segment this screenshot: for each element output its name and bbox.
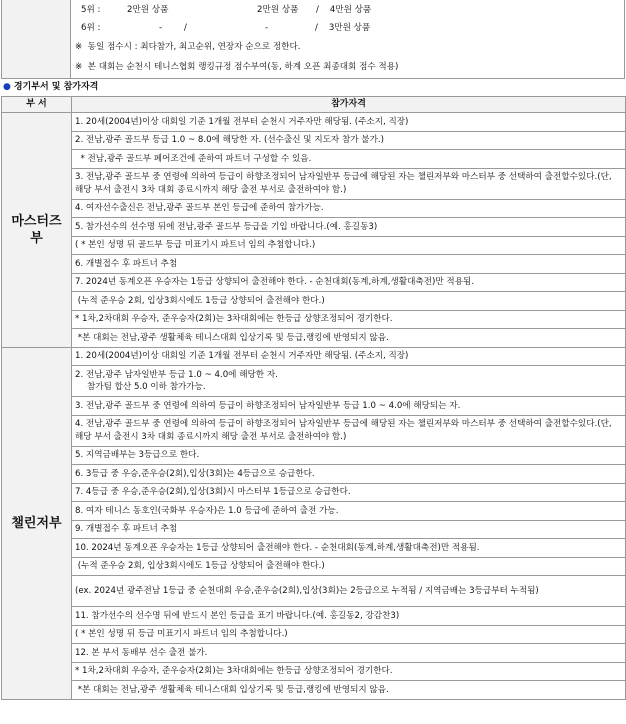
eligibility-item [72, 483, 626, 502]
note-line: ※ 동일 점수시 : 최다참가, 최고순위, 연장자 순으로 정한다. [75, 42, 301, 52]
eligibility-text: * 전남,광주 골드부 페어조건에 준하여 파트너 구성할 수 있음. [75, 153, 312, 164]
eligibility-item [72, 502, 626, 521]
table-row [2, 347, 626, 366]
prize-row [81, 1, 372, 19]
eligibility-item [72, 113, 626, 132]
table-row [2, 366, 626, 397]
eligibility-text: 6. 개별접수 후 파트너 추첨 [75, 258, 178, 269]
header-department: 부 서 [2, 97, 72, 113]
eligibility-text: *본 대회는 전남,광주 생활체육 테니스대회 입상기록 및 등급,랭킹에 반영되지 않음. [75, 684, 389, 695]
document [1, 0, 625, 700]
eligibility-text: ( * 본인 성명 뒤 골드부 등급 미표기시 파트너 임의 추첨합니다.) [75, 240, 316, 250]
eligibility-item [72, 607, 626, 626]
eligibility-item [72, 681, 626, 700]
eligibility-item [72, 465, 626, 484]
table-row [2, 662, 626, 681]
eligibility-item [72, 644, 626, 663]
table-row [2, 502, 626, 521]
table-row [2, 607, 626, 626]
eligibility-item [72, 218, 626, 237]
eligibility-text: 12. 본 부서 동배부 선수 출전 불가. [75, 647, 208, 658]
table-row [2, 255, 626, 274]
prize-summary-box [1, 0, 625, 79]
table-row [2, 520, 626, 539]
eligibility-item [72, 446, 626, 465]
eligibility-item [72, 199, 626, 218]
header-eligibility: 참가자격 [72, 97, 626, 113]
eligibility-text: 1. 20세(2004년)이상 대회일 기준 1개월 전부터 순천시 거주자만 해당됨. (주소지, 직장) [75, 351, 409, 361]
prize-place: 6위 : [81, 23, 101, 33]
eligibility-item [72, 557, 626, 576]
prize-summary-left-column [1, 0, 71, 78]
eligibility-text: 11. 참가선수의 선수명 뒤에 반드시 본인 등급을 표기 바랍니다.(예. 홍길동2, 강감찬3) [75, 610, 400, 621]
eligibility-item [72, 273, 626, 292]
eligibility-text: 6. 3등급 중 우승,준우승(2회),입상(3회)는 4등급으로 승급한다. [75, 468, 315, 479]
eligibility-table [1, 96, 626, 700]
eligibility-item [72, 131, 626, 150]
eligibility-text: 3. 전남,광주 골드부 중 연령에 의하여 등급이 하향조정되어 남자일반부 등급 1.0 ~ 4.0에 해당되는 자. [75, 400, 461, 411]
table-row [2, 415, 626, 446]
circle-bullet-icon: ● [3, 82, 11, 92]
eligibility-text: 5. 참가선수의 선수명 뒤에 전남,광주 골드부 등급을 기입 바랍니다.(예. 홍길동3) [75, 221, 378, 232]
eligibility-text: * 1차,2차대회 우승자, 준우승자(2회)는 3차대회에는 한등급 상향조정되어 경기한다. [75, 314, 393, 324]
table-row [2, 625, 626, 644]
table-row [2, 483, 626, 502]
eligibility-text: 3. 전남,광주 골드부 중 연령에 의하여 등급이 하향조정되어 남자일반부 등급에 해당된 자는 챌린저부와 마스터부 중 선택하여 출전할수있다.(단, 해당 부서 출전시 3차 대회 종료시까지 해당 출전 부서로 출전하여야 함.) [75, 172, 615, 195]
eligibility-text: 7. 2024년 동계오픈 우승자는 1등급 상향되어 출전해야 한다. - 순천대회(동계,하계,생활대축전)만 적용됨. [75, 277, 475, 287]
table-row [2, 292, 626, 311]
eligibility-text: (ex. 2024년 광주전남 1등급 중 순천대회 우승,준우승(2회),입상(3회)는 2등급으로 누적됨 / 지역금배는 3등급부터 누적됨) [75, 585, 539, 596]
prize-col3: / 4만원 상품 [316, 5, 372, 15]
eligibility-text: 7. 4등급 중 우승,준우승(2회),입상(3회)시 마스터부 1등급으로 승급한다. [75, 487, 351, 497]
prize-row [81, 19, 371, 37]
prize-col2: 2만원 상품 [257, 5, 299, 15]
prize-place: 5위 : [81, 5, 101, 15]
eligibility-item [72, 329, 626, 348]
eligibility-text: 8. 여자 테니스 동호인(국화부 우승자)은 1.0 등급에 준하여 출전 가능. [75, 505, 339, 516]
table-row [2, 168, 626, 199]
table-body [2, 113, 626, 700]
eligibility-text: (누적 준우승 2회, 입상3회시에도 1등급 상향되어 출전해야 한다.) [75, 561, 325, 571]
eligibility-item [72, 168, 626, 199]
department-name: 마스터즈 부 [2, 113, 72, 348]
eligibility-item [72, 255, 626, 274]
eligibility-item [72, 150, 626, 169]
eligibility-item [72, 520, 626, 539]
table-row [2, 539, 626, 558]
eligibility-item [72, 415, 626, 446]
table-row [2, 329, 626, 348]
eligibility-item [72, 397, 626, 416]
table-row [2, 131, 626, 150]
eligibility-item [72, 625, 626, 644]
table-row [2, 236, 626, 255]
section-title: 경기부서 및 참가자격 [13, 82, 99, 92]
department-name: 챌린저부 [2, 347, 72, 699]
table-row [2, 397, 626, 416]
eligibility-text: 9. 개별접수 후 파트너 추첨 [75, 524, 178, 534]
eligibility-text: 4. 전남,광주 골드부 중 연령에 의하여 등급이 하향조정되어 남자일반부 등급에 해당된 자는 챌린저부와 마스터부 중 선택하여 출전할수있다.(단, 해당 부서 출전시 3차 대회 종료시까지 해당 출전 부서로 출전하여야 함.) [75, 419, 615, 442]
eligibility-item [72, 366, 626, 397]
eligibility-item [72, 539, 626, 558]
eligibility-item [72, 292, 626, 311]
eligibility-item [72, 576, 626, 607]
eligibility-text: 1. 20세(2004년)이상 대회일 기준 1개월 전부터 순천시 거주자만 해당됨. (주소지, 직장) [75, 116, 409, 127]
table-row [2, 557, 626, 576]
eligibility-item [72, 310, 626, 329]
eligibility-item [72, 662, 626, 681]
table-row [2, 273, 626, 292]
eligibility-text: (누적 준우승 2회, 입상3회시에도 1등급 상향되어 출전해야 한다.) [75, 295, 325, 306]
table-row [2, 150, 626, 169]
table-row [2, 681, 626, 700]
eligibility-text: * 1차,2차대회 우승자, 준우승자(2회)는 3차대회에는 한등급 상향조정되어 경기한다. [75, 666, 393, 676]
eligibility-text: 2. 전남,광주 골드부 등급 1.0 ~ 8.0에 해당한 자. (선수출신 및 지도자 참가 불가.) [75, 135, 384, 145]
prize-col2: - [265, 23, 269, 33]
prize-col3: / 3만원 상품 [315, 23, 371, 33]
prize-col1: 2만원 상품 [127, 5, 169, 15]
table-row [2, 465, 626, 484]
eligibility-text: 2. 전남,광주 남자일반부 등급 1.0 ~ 4.0에 해당한 자. [75, 369, 278, 380]
table-row [2, 113, 626, 132]
table-row [2, 576, 626, 607]
table-row [2, 644, 626, 663]
note-line: ※ 본 대회는 순천시 테니스협회 랭킹규정 점수부여(동, 하계 오픈 최종대회 점수 적용) [75, 62, 399, 72]
table-row [2, 310, 626, 329]
prize-col1: - / [159, 23, 187, 33]
eligibility-text: *본 대회는 전남,광주 생활체육 테니스대회 입상기록 및 등급,랭킹에 반영되지 않음. [75, 332, 389, 343]
table-row [2, 446, 626, 465]
eligibility-text: 5. 지역금배부는 3등급으로 한다. [75, 450, 200, 460]
table-row [2, 218, 626, 237]
eligibility-text: 4. 여자선수출신은 전남,광주 골드부 본인 등급에 준하여 참가가능. [75, 203, 324, 213]
eligibility-text: ( * 본인 성명 뒤 등급 미표기시 파트너 임의 추첨합니다.) [75, 629, 288, 639]
table-row [2, 199, 626, 218]
eligibility-item [72, 347, 626, 366]
eligibility-text: 10. 2024년 동계오픈 우승자는 1등급 상향되어 출전해야 한다. - 순천대회(동계,하계,생활대축전)만 적용됨. [75, 542, 480, 553]
eligibility-subtext: 참가팀 합산 5.0 이하 참가가능. [87, 382, 206, 392]
eligibility-item [72, 236, 626, 255]
